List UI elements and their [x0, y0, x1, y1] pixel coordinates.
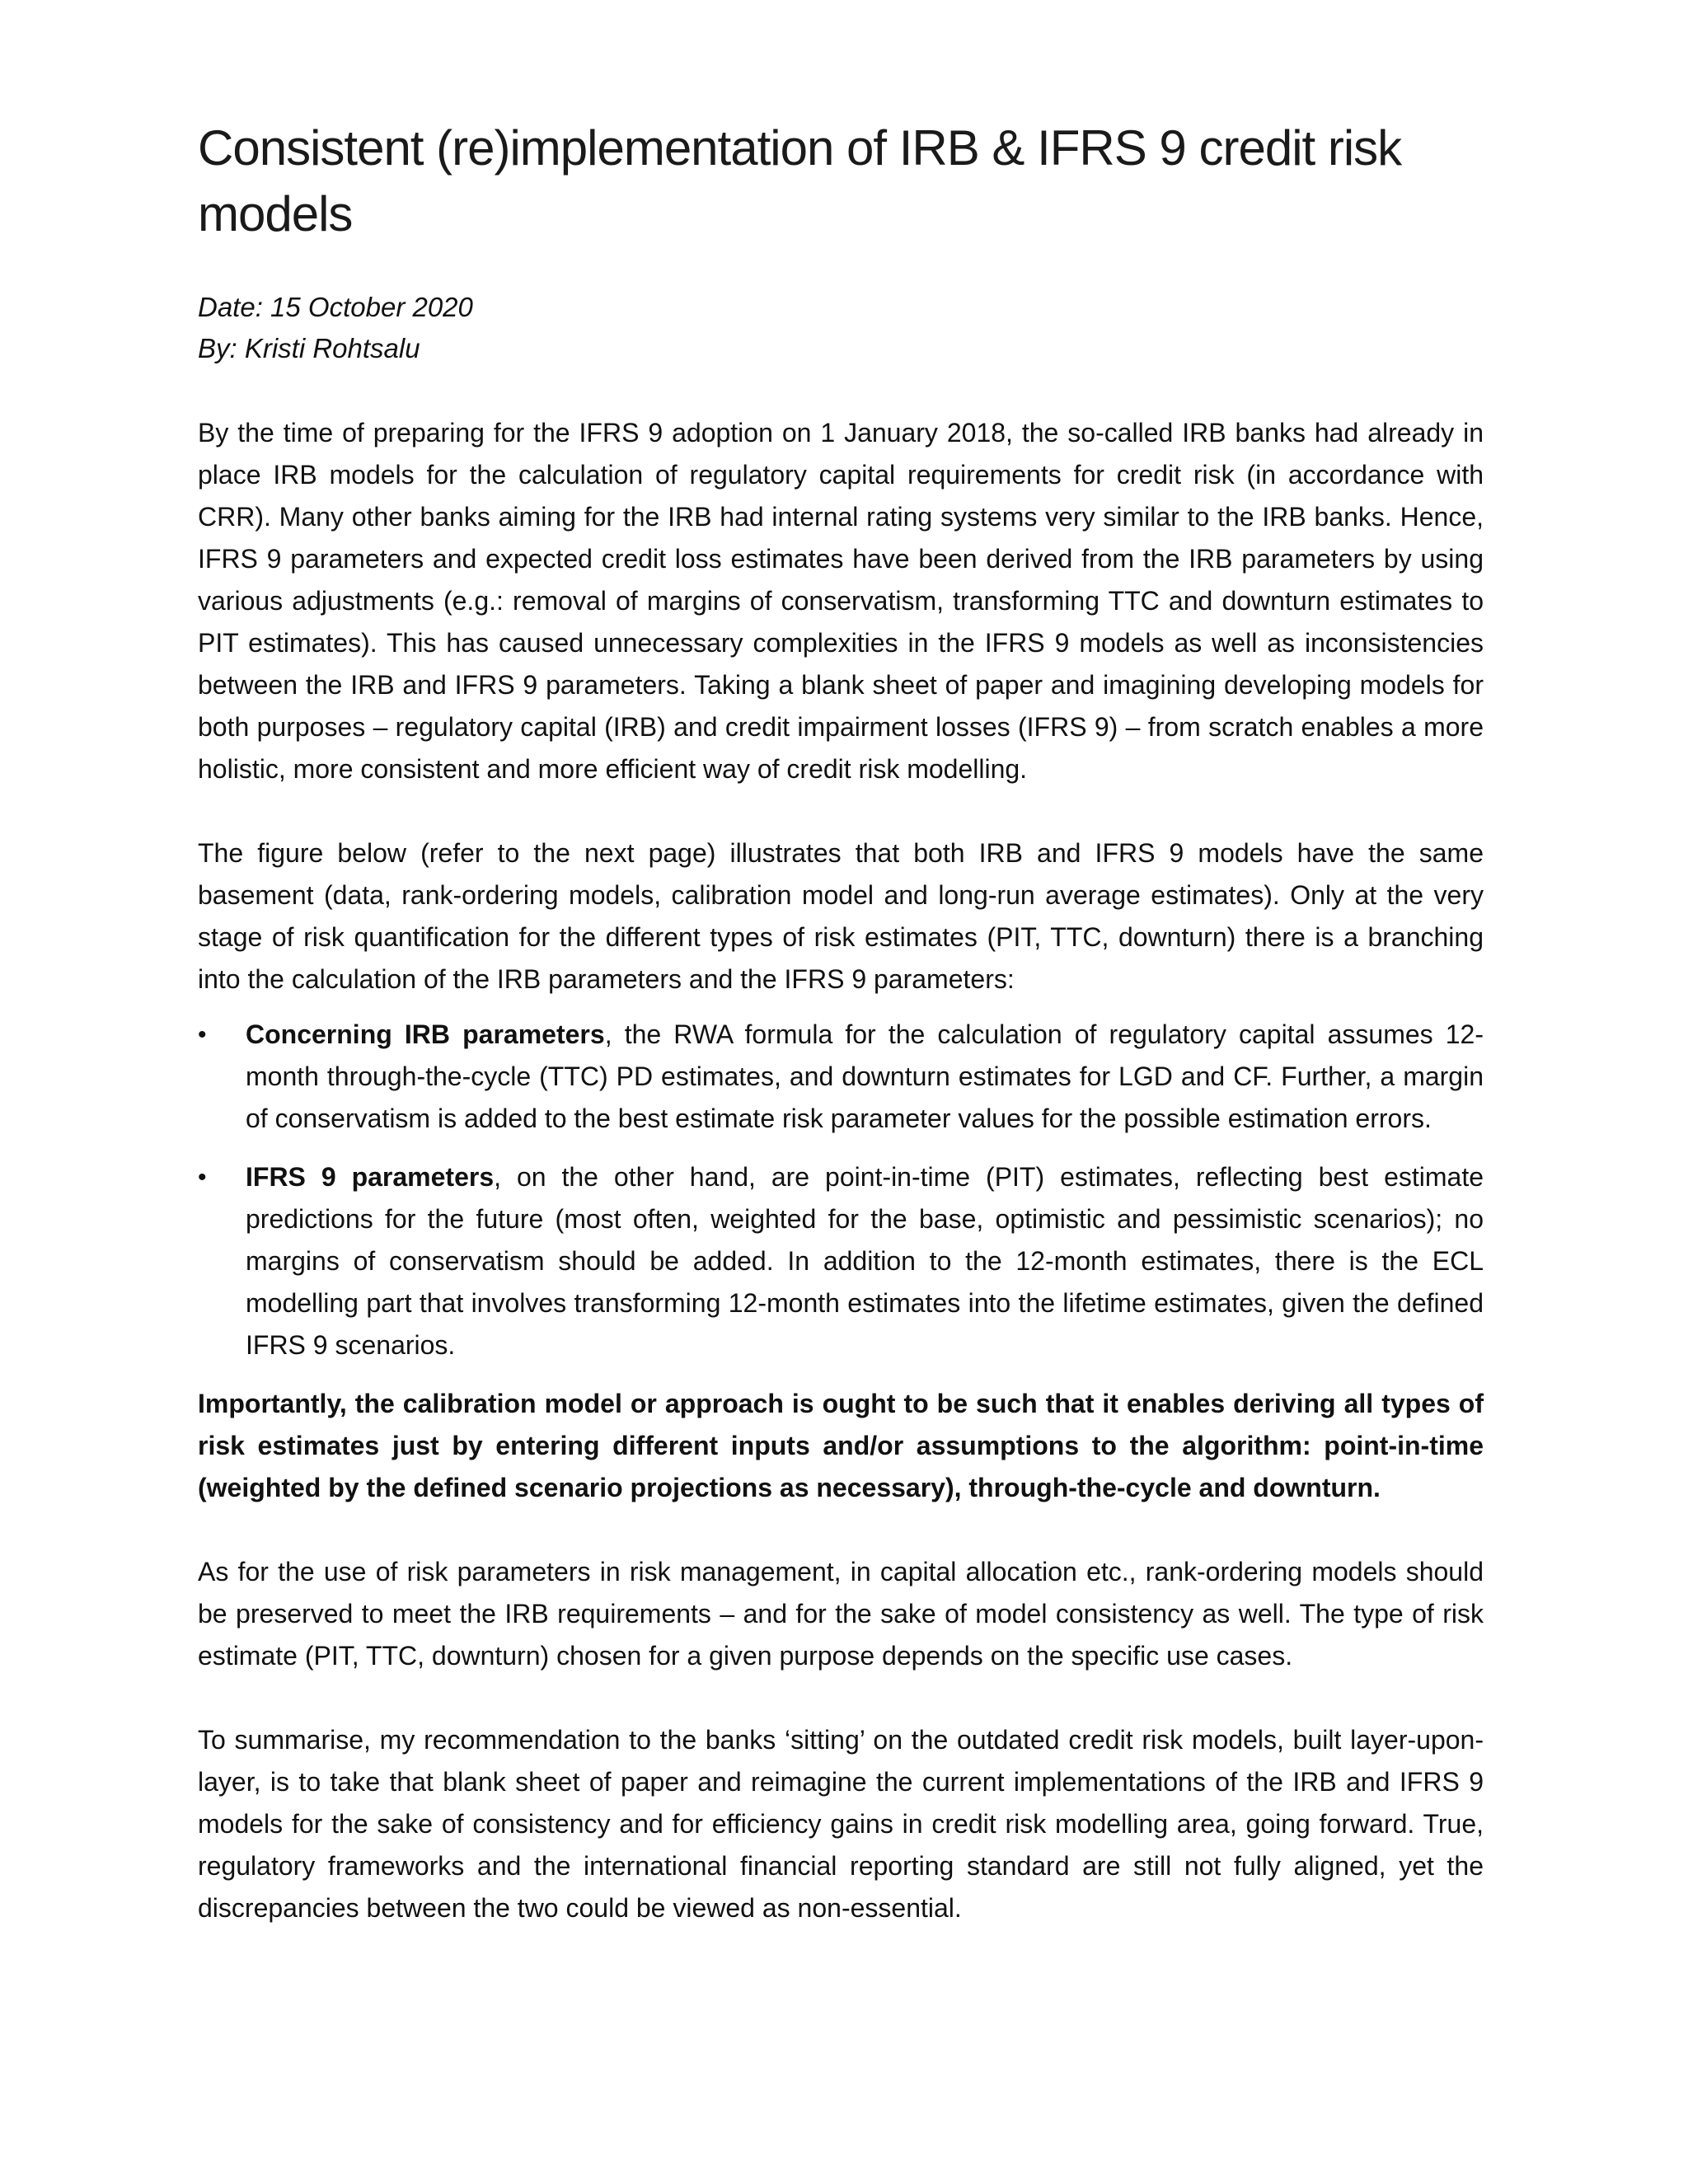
- bullet-text-irb: , the RWA formula for the calculation of regulatory capital assumes 12-month through-the-cycle (TTC) PD estimates, and downturn estimates for LGD and CF. Further, a margin of conservatism is added to the best estimate risk parameter values for the possible estimation errors.: [246, 1019, 1484, 1133]
- bullet-irb-parameters: [198, 1014, 1484, 1140]
- parameter-bullet-list: [198, 1014, 1484, 1366]
- date-line: Date: 15 October 2020: [198, 292, 473, 322]
- paragraph-summary-recommendation: To summarise, my recommendation to the banks ‘sitting’ on the outdated credit risk models, built layer-upon-layer, is to take that blank sheet of paper and reimagine the current implementations of the IRB and IFRS 9 models for the sake of consistency and for efficiency gains in credit risk modelling area, going forward. True, regulatory frameworks and the international financial reporting standard are still not fully aligned, yet the discrepancies between the two could be viewed as non-essential.: [198, 1725, 1484, 1923]
- bullet-marker-icon: •: [198, 1164, 207, 1191]
- document-meta: [198, 287, 1484, 369]
- author-line: By: Kristi Rohtsalu: [198, 333, 420, 363]
- paragraph-intro: By the time of preparing for the IFRS 9 adoption on 1 January 2018, the so-called IRB banks had already in place IRB models for the calculation of regulatory capital requirements for credit risk (in accordance with CRR). Many other banks aiming for the IRB had internal rating systems very similar to the IRB banks. Hence, IFRS 9 parameters and expected credit loss estimates have been derived from the IRB parameters by using various adjustments (e.g.: removal of margins of conservatism, transforming TTC and downturn estimates to PIT estimates). This has caused unnecessary complexities in the IFRS 9 models as well as inconsistencies between the IRB and IFRS 9 parameters. Taking a blank sheet of paper and imagining developing models for both purposes – regulatory capital (IRB) and credit impairment losses (IFRS 9) – from scratch enables a more holistic, more consistent and more efficient way of credit risk modelling.: [198, 418, 1484, 784]
- document-page: [198, 115, 1484, 1929]
- bullet-marker-icon: •: [198, 1021, 207, 1048]
- paragraph-figure-description: The figure below (refer to the next page) illustrates that both IRB and IFRS 9 models have the same basement (data, rank-ordering models, calibration model and long-run average estimates). Only at the very stage of risk quantification for the different types of risk estimates (PIT, TTC, downturn) there is a branching into the calculation of the IRB parameters and the IFRS 9 parameters:: [198, 838, 1484, 994]
- bullet-lead-irb: Concerning IRB parameters: [246, 1019, 605, 1049]
- paragraph-risk-management-use: As for the use of risk parameters in risk management, in capital allocation etc., rank-ordering models should be preserved to meet the IRB requirements – and for the sake of model consistency as well. The type of risk estimate (PIT, TTC, downturn) chosen for a given purpose depends on the specific use cases.: [198, 1557, 1484, 1671]
- paragraph-calibration-emphasis: Importantly, the calibration model or approach is ought to be such that it enables deriving all types of risk estimates just by entering different inputs and/or assumptions to the algorithm: point-in-time (weighted by the defined scenario projections as necessary), through-the-cycle and downturn.: [198, 1389, 1484, 1502]
- bullet-text-ifrs9: , on the other hand, are point-in-time (PIT) estimates, reflecting best estimate predictions for the future (most often, weighted for the base, optimistic and pessimistic scenarios); no margins of conservatism should be added. In addition to the 12-month estimates, there is the ECL modelling part that involves transforming 12-month estimates into the lifetime estimates, given the defined IFRS 9 scenarios.: [246, 1162, 1484, 1360]
- document-title: Consistent (re)implementation of IRB & IFRS 9 credit risk models: [198, 120, 1402, 241]
- bullet-ifrs9-parameters: [198, 1156, 1484, 1366]
- bullet-lead-ifrs9: IFRS 9 parameters: [246, 1162, 495, 1192]
